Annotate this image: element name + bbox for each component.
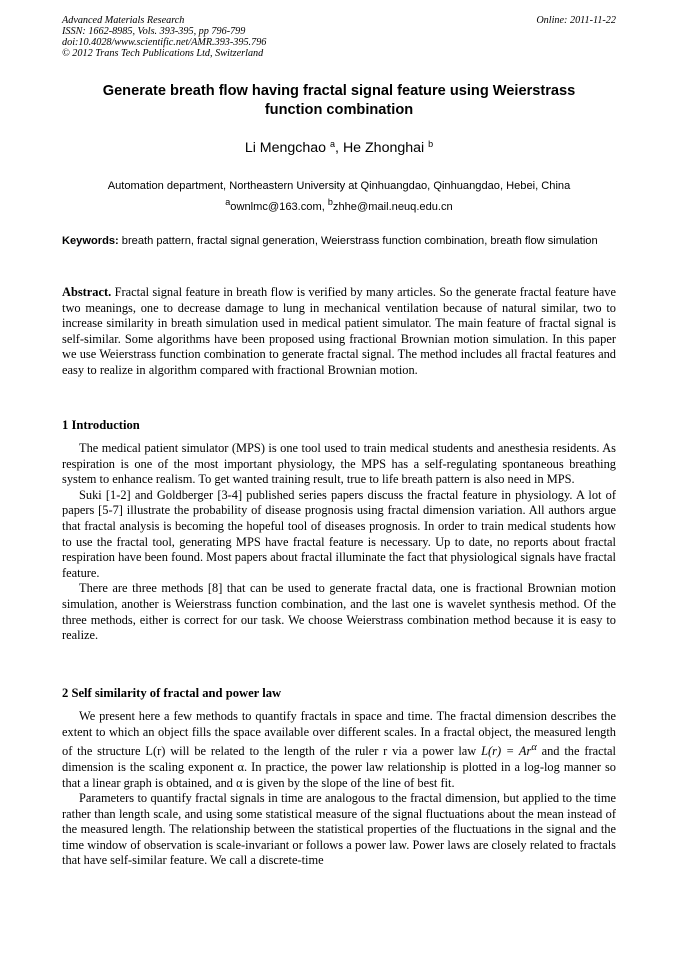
section-2-text: We present here a few methods to quantify fractals in space and time. The fractal dimension describes the extent to which an object fills the space available over different scales. In a fractal object, the measured length of the structure L(r) will be related to the length of the ruler r via a power law bbox=[62, 709, 616, 759]
online-date: Online: 2011-11-22 bbox=[536, 15, 616, 26]
title-line-1: Generate breath flow having fractal signal feature using Weierstrass bbox=[102, 83, 576, 99]
keywords-text: breath pattern, fractal signal generation, Weierstrass function combination, breath flow simulation bbox=[118, 235, 598, 247]
section-1-heading: 1 Introduction bbox=[62, 418, 140, 432]
formula-text: L(r) = Ar bbox=[481, 744, 532, 759]
abstract-text: Fractal signal feature in breath flow is verified by many articles. So the generate fractal feature have two meanings, one to decrease damage to lung in mechanical ventilation because of natural similar, two to increase similarity in breath simulation used in medical patient simulator. The main feature of fractal signal is self-similar. Some algorithms have been proposed using fractional Brownian motion simulation. In this paper we use Weierstrass function combination to generate fractal signal. The method includes all fractal features and easy to realize in algorithm compared with fractional Brownian motion. bbox=[62, 285, 616, 377]
section-1-paragraph: There are three methods [8] that can be used to generate fractal data, one is fractional Brownian motion simulation, another is Weierstrass function combination, and the last one is wavelet synthesis method. Of the three methods, either is correct for our task. We choose Weierstrass combination method because it is easy to realize. bbox=[62, 581, 616, 643]
paper-title bbox=[62, 82, 616, 120]
email-list bbox=[62, 197, 616, 213]
formula-exponent: α bbox=[531, 742, 537, 754]
abstract-block bbox=[62, 285, 616, 379]
email-b[interactable]: zhhe@mail.neuq.edu.cn bbox=[332, 201, 453, 213]
copyright-line: © 2012 Trans Tech Publications Ltd, Switzerland bbox=[62, 48, 264, 59]
keywords-block bbox=[62, 234, 616, 250]
author-list bbox=[62, 140, 616, 156]
section-1-paragraph: Suki [1-2] and Goldberger [3-4] published series papers discuss the fractal feature in physiology. A lot of papers [5-7] illustrate the probability of disease prognosis using fractal dimension variation. All authors argue that fractal analysis is becoming the hopeful tool of diseases prognosis. In order to train medical students how to use the fractal tool, generating MPS have fractal feature is necessary. Up to date, no reports about fractal respiration have been found. Most papers about fractal illuminate the fact that physiological signals have fractal feature. bbox=[62, 487, 616, 580]
issn-line: ISSN: 1662-8985, Vols. 393-395, pp 796-799 bbox=[62, 26, 246, 37]
email-b-mark: b bbox=[327, 197, 333, 207]
author-1: Li Mengchao bbox=[244, 140, 327, 156]
author-2-mark: b bbox=[428, 139, 434, 149]
section-2-body bbox=[62, 709, 616, 869]
email-a[interactable]: ownlmc@163.com bbox=[230, 201, 322, 213]
section-2-paragraph: Parameters to quantify fractal signals in time are analogous to the fractal dimension, but applied to the time rather than length scale, and using some statistical measure of the signal fluctuations about the mean instead of the measured length. The relationship between the statistical properties of the fluctuations in the signal and the time window of observation is scale-invariant or follows a power law. Power laws are closely related to fractals that have self-similar feature. We call a discrete-time bbox=[62, 791, 616, 868]
author-separator: , bbox=[335, 140, 343, 156]
affiliation: Automation department, Northeastern University at Qinhuangdao, Qinhuangdao, Hebei, China bbox=[107, 180, 571, 192]
author-1-mark: a bbox=[330, 139, 336, 149]
title-line-2: function combination bbox=[264, 102, 414, 118]
journal-name: Advanced Materials Research bbox=[62, 15, 185, 26]
email-a-mark: a bbox=[225, 197, 231, 207]
abstract-label: Abstract. bbox=[62, 285, 112, 299]
section-2-heading: 2 Self similarity of fractal and power law bbox=[62, 686, 282, 700]
power-law-formula bbox=[481, 744, 537, 758]
journal-header bbox=[62, 15, 266, 59]
section-1-paragraph: The medical patient simulator (MPS) is one tool used to train medical students and anesthesia residents. As respiration is one of the most important physiology, the MPS has a self-regulating spontaneous breathing system to enhance realism. To get wanted training result, true to life breath pattern is also need in MPS. bbox=[62, 441, 616, 487]
section-1-body bbox=[62, 441, 616, 644]
section-2-text: and the fractal dimension is the scaling exponent α. In practice, the power law relationship is plotted in a log-log manner so that a linear graph is obtained, and α is given by the slope of the line of best fit. bbox=[62, 744, 616, 790]
section-2-paragraph bbox=[62, 709, 616, 791]
author-2: He Zhonghai bbox=[342, 140, 425, 156]
email-separator: , bbox=[321, 201, 328, 213]
keywords-label: Keywords: bbox=[62, 235, 119, 247]
doi-line: doi:10.4028/www.scientific.net/AMR.393-395.796 bbox=[62, 37, 267, 48]
